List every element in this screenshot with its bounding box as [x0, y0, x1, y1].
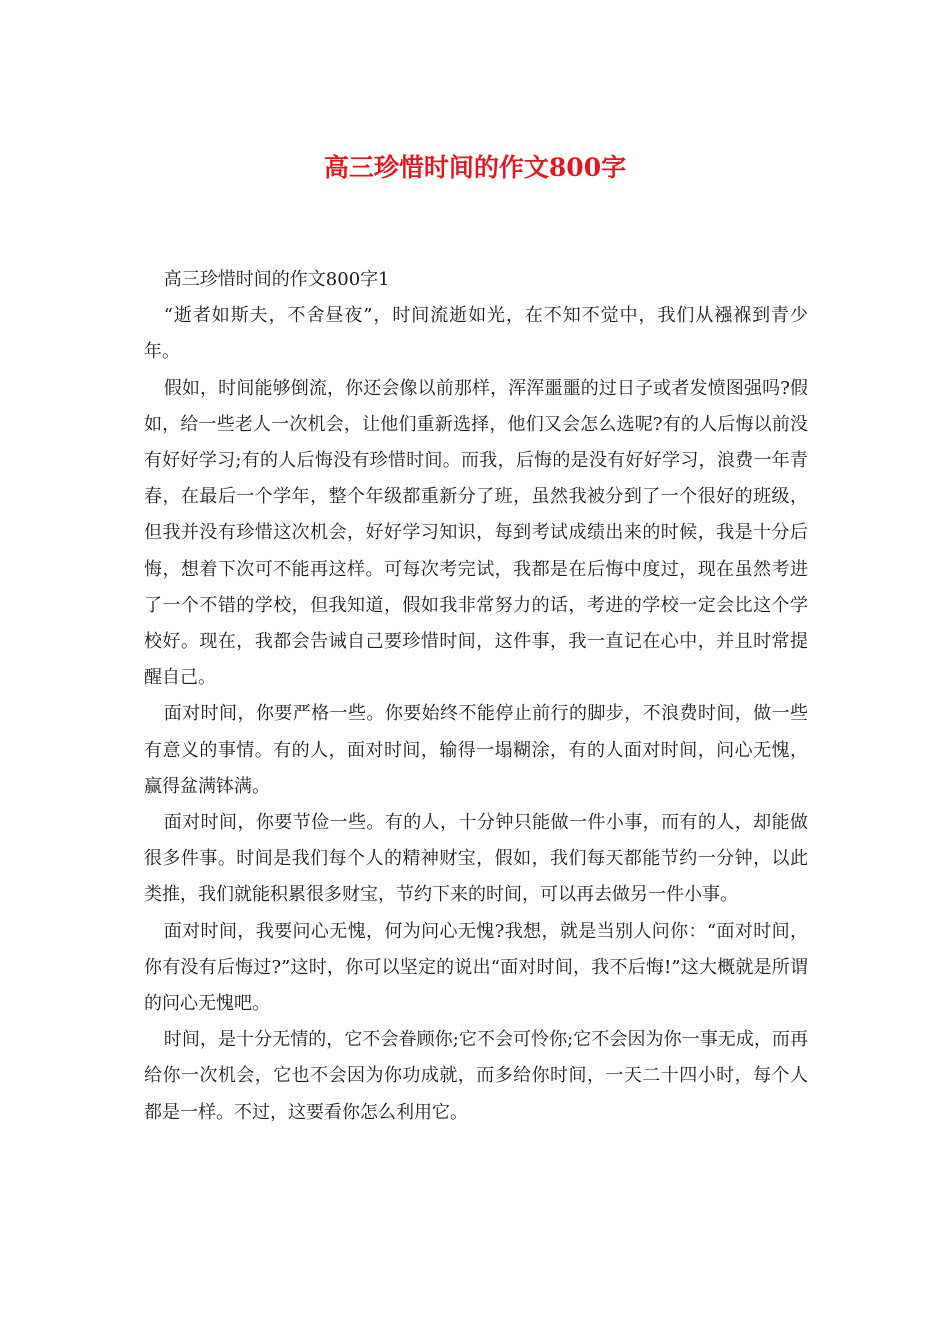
- paragraph: 面对时间，你要严格一些。你要始终不能停止前行的脚步，不浪费时间，做一些有意义的事情。有的人，面对时间，输得一塌糊涂，有的人面对时间，问心无愧，赢得盆满钵满。: [144, 703, 808, 797]
- paragraph: “逝者如斯夫，不舍昼夜”，时间流逝如光，在不知不觉中，我们从襁褓到青少年。: [144, 305, 808, 363]
- document-body: [144, 262, 808, 1131]
- paragraph: 假如，时间能够倒流，你还会像以前那样，浑浑噩噩的过日子或者发愤图强吗?假如，给一些老人一次机会，让他们重新选择，他们又会怎么选呢?有的人后悔以前没有好好学习;有的人后悔没有珍惜时间。而我，后悔的是没有好好学习，浪费一年青春，在最后一个学年，整个年级都重新分了班，虽然我被分到了一个很好的班级，但我并没有珍惜这次机会，好好学习知识，每到考试成绩出来的时候，我是十分后悔，想着下次可不能再这样。可每次考完试，我都是在后悔中度过，现在虽然考进了一个不错的学校，但我知道，假如我非常努力的话，考进的学校一定会比这个学校好。现在，我都会告诫自己要珍惜时间，这件事，我一直记在心中，并且时常提醒自己。: [144, 377, 808, 689]
- paragraph: 面对时间，我要问心无愧，何为问心无愧?我想，就是当别人问你：“面对时间，你有没有后悔过?”这时，你可以坚定的说出“面对时间，我不后悔!”这大概就是所谓的问心无愧吧。: [144, 920, 808, 1015]
- paragraph-heading: 高三珍惜时间的作文800字1: [163, 269, 390, 290]
- document-title: 高三珍惜时间的作文800字: [323, 153, 627, 182]
- paragraph: 面对时间，你要节俭一些。有的人，十分钟只能做一件小事，而有的人，却能做很多件事。时间是我们每个人的精神财宝，假如，我们每天都能节约一分钟，以此类推，我们就能积累很多财宝，节约下来的时间，可以再去做另一件小事。: [144, 812, 808, 906]
- paragraph: 时间，是十分无情的，它不会眷顾你;它不会可怜你;它不会因为你一事无成，而再给你一次机会，它也不会因为你功成就，而多给你时间，一天二十四小时，每个人都是一样。不过，这要看你怎么利用它。: [144, 1029, 808, 1123]
